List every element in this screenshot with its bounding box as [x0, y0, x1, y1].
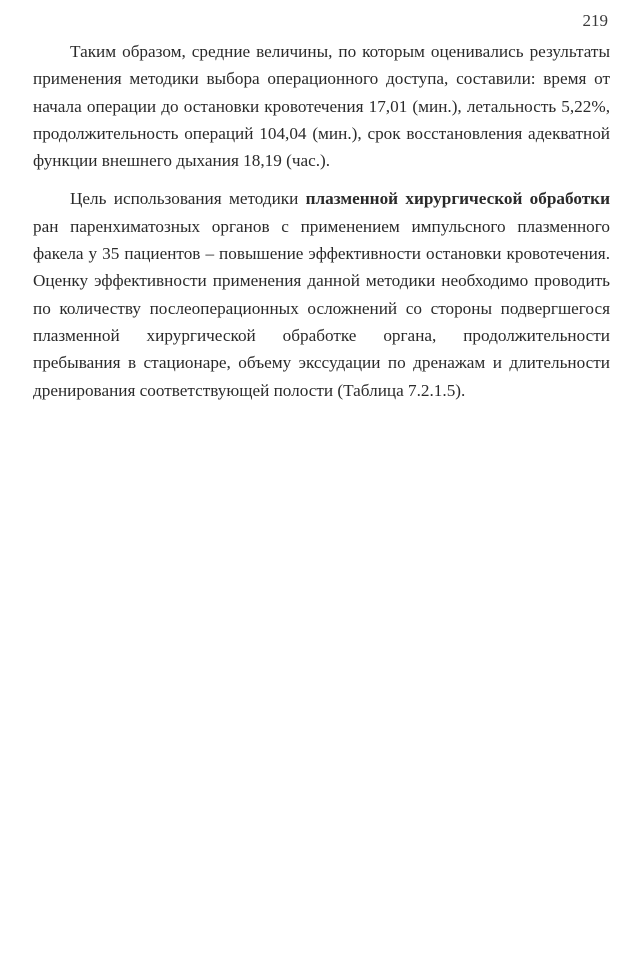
plasma-surgery-term: плазменной хирургической обработки — [305, 189, 610, 209]
body-text — [33, 38, 610, 404]
page-number: 219 — [582, 11, 608, 30]
paragraph-results-summary: Таким образом, средние величины, по которым оценивались результаты применения методики выбора операционного доступа, составили: время от начала операции до остановки кровотечения 17,01 (мин.), летальность 5,22%, продолжительность операций 104,04 (мин.), срок восстановления адекватной функции внешнего дыхания 18,19 (час.). — [33, 42, 610, 171]
paragraph-plasma-method-body: ран паренхиматозных органов с применением импульсного плазменного факела у 35 пациентов – повышение эффективности остановки кровотечения. Оценку эффективности применения данной методики необходимо проводить по количеству послеоперационных осложнений со стороны подвергшегося плазменной хирургической обработке органа, продолжительности пребывания в стационаре, объему экссудации по дренажам и длительности дренирования соответствующей полости (Таблица 7.2.1.5). — [33, 216, 610, 400]
paragraph-plasma-method — [33, 185, 610, 403]
paragraph-plasma-method-intro: Цель использования методики — [70, 189, 306, 209]
